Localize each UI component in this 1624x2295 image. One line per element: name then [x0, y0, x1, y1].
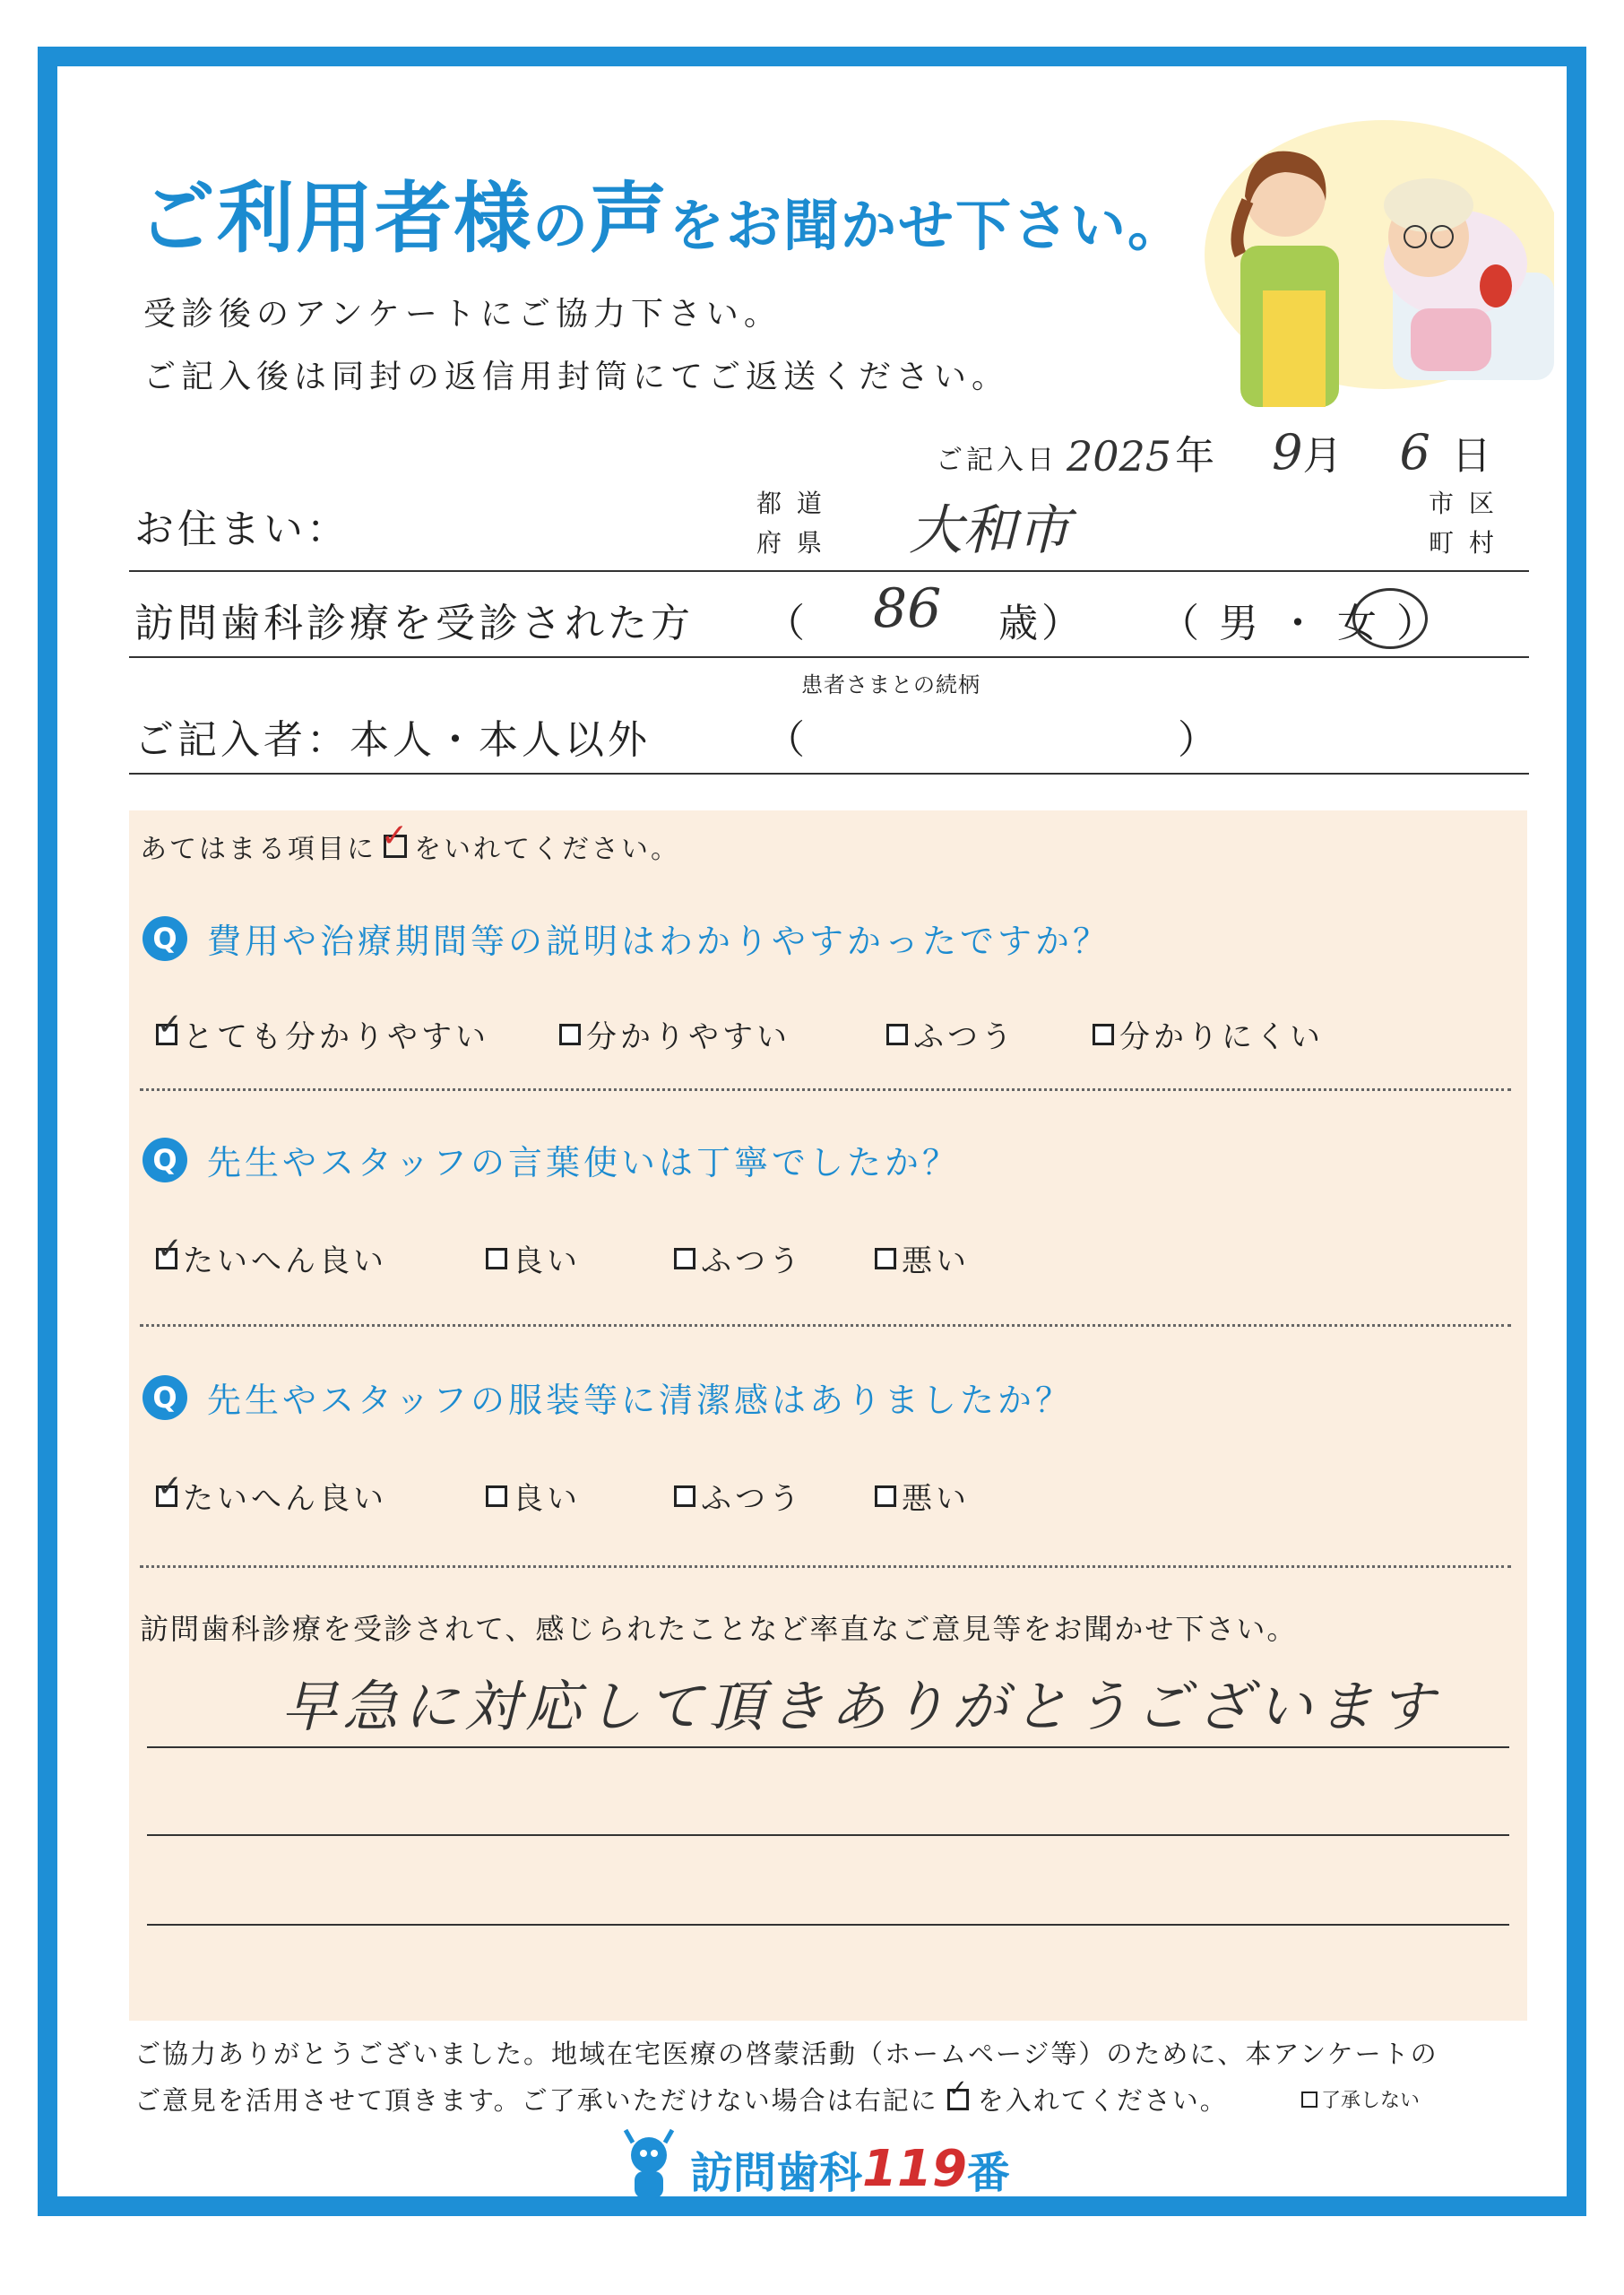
date-year-value: 2025	[1067, 432, 1172, 481]
q3-option-4[interactable]: 悪い	[875, 1474, 970, 1518]
age-value: 86	[873, 577, 942, 640]
caregiver-illustration	[1178, 102, 1554, 407]
comment-line-2	[147, 1834, 1509, 1836]
dotted-divider	[140, 1088, 1511, 1091]
question-icon: Q	[143, 916, 187, 961]
dotted-divider	[140, 1565, 1511, 1568]
logo-text: 訪問歯科	[690, 2147, 863, 2198]
instructions: あてはまる項目に ✓ をいれてください。	[140, 818, 680, 865]
form-title	[138, 156, 1185, 267]
checkbox[interactable]	[486, 1248, 507, 1269]
brand-logo	[613, 2128, 1010, 2209]
dotted-divider	[140, 1324, 1511, 1327]
footer-sample-checkbox: ✓	[947, 2089, 969, 2110]
address-underline	[129, 570, 1529, 572]
q1-option-3[interactable]: ふつう	[886, 1012, 1015, 1056]
intro-line-2: ご記入後は同封の返信用封筒にてご返送ください。	[143, 359, 1010, 395]
question-3	[143, 1373, 1073, 1422]
footer-line-1: ご協力ありがとうございました。地域在宅医療の啓蒙活動（ホームページ等）のために、本アンケートの	[134, 2039, 1438, 2069]
age-label: 歳）	[998, 601, 1084, 646]
comment-line-1	[147, 1746, 1509, 1748]
gender-selected-circle	[1352, 588, 1428, 649]
checkbox[interactable]	[886, 1024, 908, 1045]
date-month-value: 9	[1272, 424, 1303, 481]
logo-number: 119	[862, 2139, 967, 2198]
checkbox-checked[interactable]	[156, 1248, 177, 1269]
prefecture-label: 都 道 府 県	[756, 489, 825, 558]
question-icon: Q	[143, 1375, 187, 1420]
q2-option-2[interactable]: 良い	[486, 1236, 581, 1280]
q3-option-2[interactable]: 良い	[486, 1474, 581, 1518]
question-2	[143, 1135, 960, 1184]
checkbox[interactable]	[674, 1248, 695, 1269]
date-row	[936, 423, 1495, 481]
q3-option-1[interactable]: ✓ たいへん良い	[156, 1474, 387, 1518]
title-text-1: ご利用者様	[138, 174, 532, 264]
q1-option-2[interactable]: 分かりやすい	[559, 1012, 790, 1056]
footer-line-2: ご意見を活用させて頂きます。ご了承いただけない場合は右記に ✓ を入れてください。	[134, 2074, 1228, 2116]
question-2-text: 先生やスタッフの言葉使いは丁寧でしたか？	[207, 1143, 961, 1182]
checkbox-checked[interactable]	[156, 1024, 177, 1045]
date-month-label: 月	[1302, 433, 1346, 479]
sample-checkbox: ✓	[384, 835, 407, 858]
question-1-text: 費用や治療期間等の説明はわかりやすかったですか？	[207, 922, 1111, 961]
question-1	[143, 914, 1110, 963]
comments-prompt: 訪問歯科診療を受診されて、感じられたことなど率直なご意見等をお聞かせ下さい。	[140, 1612, 1298, 1646]
address-value: 大和市	[909, 499, 1070, 562]
relation-open-paren: （	[765, 717, 808, 763]
date-day-value: 6	[1399, 424, 1430, 481]
decline-option[interactable]: 了承しない	[1301, 2085, 1420, 2113]
q2-option-3[interactable]: ふつう	[674, 1236, 803, 1280]
q2-option-4[interactable]: 悪い	[875, 1236, 970, 1280]
q1-option-4[interactable]: 分かりにくい	[1093, 1012, 1324, 1056]
intro-line-1: 受診後のアンケートにご協力下さい。	[143, 296, 782, 333]
form-border	[38, 47, 1586, 2216]
logo-suffix: 番	[966, 2147, 1010, 2198]
city-label: 市 区 町 村	[1429, 489, 1498, 558]
checkbox[interactable]	[1093, 1024, 1114, 1045]
gender-field: （ 男 ・ 女 ）	[1160, 601, 1439, 646]
comments-handwritten: 早急に対応して頂きありがとうございます	[281, 1674, 1440, 1739]
checkbox[interactable]	[486, 1485, 507, 1507]
patient-underline	[129, 656, 1529, 658]
title-text-2: の	[532, 193, 591, 258]
decline-checkbox[interactable]	[1301, 2091, 1317, 2108]
q3-option-3[interactable]: ふつう	[674, 1474, 803, 1518]
date-year-label: 年	[1175, 433, 1219, 479]
patient-label: 訪問歯科診療を受診された方	[134, 601, 694, 646]
title-text-3: 声	[590, 174, 669, 264]
question-icon: Q	[143, 1138, 187, 1182]
relation-close-paren: ）	[1178, 717, 1221, 763]
checkbox[interactable]	[559, 1024, 581, 1045]
relation-label: 患者さまとの続柄	[801, 672, 980, 697]
question-3-text: 先生やスタッフの服装等に清潔感はありましたか？	[207, 1381, 1074, 1420]
checkbox[interactable]	[674, 1485, 695, 1507]
date-label: ご記入日	[936, 445, 1058, 476]
writer-label: ご記入者：本人・本人以外	[134, 717, 651, 763]
q2-option-1[interactable]: ✓ たいへん良い	[156, 1236, 387, 1280]
deer-mascot-icon	[613, 2128, 685, 2209]
title-text-4: をお聞かせ下さい。	[669, 193, 1186, 258]
writer-underline	[129, 773, 1529, 775]
address-label: お住まい：	[134, 507, 350, 552]
checkbox[interactable]	[875, 1248, 896, 1269]
checkbox-checked[interactable]	[156, 1485, 177, 1507]
age-open-paren: （	[765, 601, 808, 646]
checkbox[interactable]	[875, 1485, 896, 1507]
q1-option-1[interactable]: ✓ とても分かりやすい	[156, 1012, 489, 1056]
date-day-label: 日	[1451, 433, 1495, 479]
comment-line-3	[147, 1924, 1509, 1926]
